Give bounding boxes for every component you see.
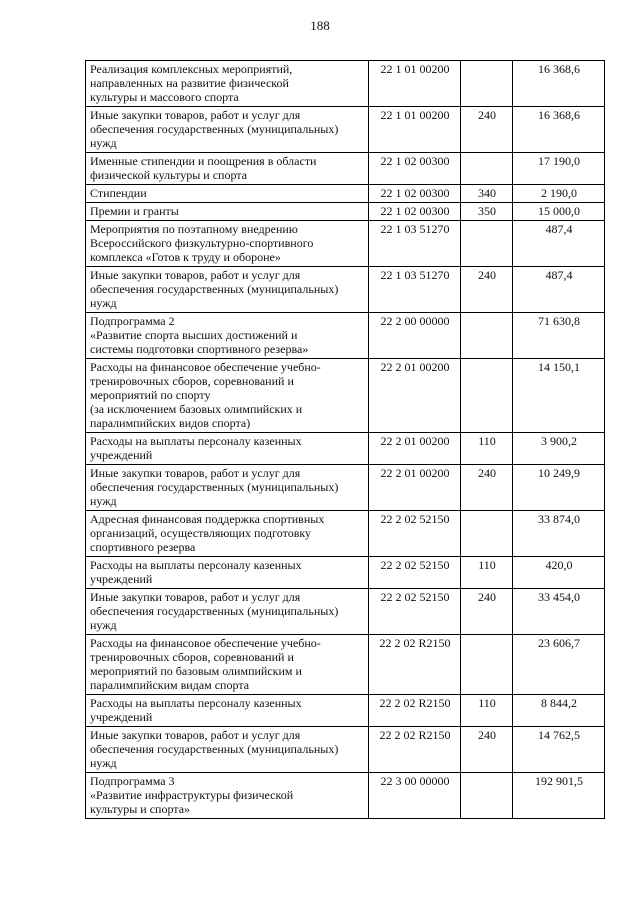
expense-name-line: обеспечения государственных (муниципальных) [90,282,339,296]
expense-name-cell [86,465,369,511]
expense-name-cell [86,107,369,153]
target-article-code-cell: 22 2 00 00000 [369,313,461,359]
expense-name-line: Стипендии [90,186,147,200]
target-article-code-cell: 22 1 01 00200 [369,61,461,107]
amount-cell: 23 606,7 [513,635,605,695]
expense-name-line: культуры и массового спорта [90,90,239,104]
expense-name-line: тренировочных сборов, соревнований и [90,374,294,388]
expense-type-cell: 350 [461,203,513,221]
expense-name-line: системы подготовки спортивного резерва» [90,342,309,356]
amount-cell: 16 368,6 [513,107,605,153]
expense-name-cell [86,61,369,107]
amount-cell: 33 874,0 [513,511,605,557]
target-article-code-cell: 22 2 02 52150 [369,511,461,557]
table-row [86,557,605,589]
amount-cell: 10 249,9 [513,465,605,511]
expense-type-cell: 240 [461,267,513,313]
expense-name-cell [86,695,369,727]
expense-name-line: нужд [90,494,117,508]
expense-type-cell: 240 [461,727,513,773]
expense-name-cell [86,589,369,635]
expense-name-line: обеспечения государственных (муниципальных) [90,742,339,756]
table-row [86,313,605,359]
expense-type-cell: 110 [461,433,513,465]
expense-name-cell [86,203,369,221]
target-article-code-cell: 22 1 02 00300 [369,185,461,203]
expense-name-line: Расходы на выплаты персоналу казенных [90,558,302,572]
target-article-code-cell: 22 1 02 00300 [369,153,461,185]
expense-type-cell [461,313,513,359]
amount-cell: 14 150,1 [513,359,605,433]
target-article-code-cell: 22 2 02 R2150 [369,727,461,773]
expense-type-cell: 240 [461,465,513,511]
table-row [86,589,605,635]
table-row [86,465,605,511]
expense-name-line: учреждений [90,448,153,462]
expense-type-cell: 110 [461,557,513,589]
target-article-code-cell: 22 3 00 00000 [369,773,461,819]
expense-name-cell [86,511,369,557]
expense-name-cell [86,185,369,203]
expense-name-line: «Развитие инфраструктуры физической [90,788,294,802]
expense-name-line: культуры и спорта» [90,802,191,816]
budget-table [85,60,605,819]
table-row [86,433,605,465]
expense-type-cell [461,511,513,557]
expense-name-line: мероприятий по спорту [90,388,211,402]
expense-type-cell [461,153,513,185]
expense-name-line: нужд [90,618,117,632]
expense-name-line: Премии и гранты [90,204,179,218]
expense-name-cell [86,557,369,589]
expense-name-line: Адресная финансовая поддержка спортивных [90,512,325,526]
expense-name-line: учреждений [90,572,153,586]
target-article-code-cell: 22 1 03 51270 [369,267,461,313]
table-row [86,695,605,727]
expense-type-cell: 340 [461,185,513,203]
amount-cell: 16 368,6 [513,61,605,107]
expense-name-line: обеспечения государственных (муниципальных) [90,480,339,494]
target-article-code-cell: 22 1 03 51270 [369,221,461,267]
expense-name-line: паралимпийских видов спорта) [90,416,251,430]
expense-name-line: Расходы на финансовое обеспечение учебно- [90,360,321,374]
expense-name-line: организаций, осуществляющих подготовку [90,526,312,540]
expense-name-cell [86,153,369,185]
target-article-code-cell: 22 1 02 00300 [369,203,461,221]
expense-name-line: Иные закупки товаров, работ и услуг для [90,728,301,742]
amount-cell: 192 901,5 [513,773,605,819]
target-article-code-cell: 22 1 01 00200 [369,107,461,153]
expense-name-line: Иные закупки товаров, работ и услуг для [90,590,301,604]
expense-type-cell [461,61,513,107]
amount-cell: 15 000,0 [513,203,605,221]
amount-cell: 487,4 [513,221,605,267]
table-row [86,185,605,203]
table-row [86,61,605,107]
table-row [86,107,605,153]
expense-name-line: Иные закупки товаров, работ и услуг для [90,268,301,282]
amount-cell: 420,0 [513,557,605,589]
target-article-code-cell: 22 2 01 00200 [369,433,461,465]
expense-name-line: обеспечения государственных (муниципальных) [90,122,339,136]
table-row [86,203,605,221]
expense-type-cell [461,773,513,819]
amount-cell: 3 900,2 [513,433,605,465]
expense-name-line: направленных на развитие физической [90,76,289,90]
expense-name-cell [86,359,369,433]
expense-name-line: Подпрограмма 3 [90,774,175,788]
expense-name-cell [86,433,369,465]
expense-name-line: Всероссийского физкультурно-спортивного [90,236,314,250]
table-row [86,267,605,313]
expense-name-line: тренировочных сборов, соревнований и [90,650,294,664]
table-row [86,221,605,267]
expense-name-cell [86,773,369,819]
expense-name-line: спортивного резерва [90,540,196,554]
expense-name-line: Расходы на выплаты персоналу казенных [90,434,302,448]
page-number: 188 [310,18,330,33]
expense-name-line: Подпрограмма 2 [90,314,175,328]
expense-name-cell [86,221,369,267]
amount-cell: 33 454,0 [513,589,605,635]
expense-name-line: Расходы на финансовое обеспечение учебно- [90,636,321,650]
expense-name-line: комплекса «Готов к труду и обороне» [90,250,281,264]
expense-name-line: Иные закупки товаров, работ и услуг для [90,466,301,480]
expense-name-line: (за исключением базовых олимпийских и [90,402,303,416]
expense-name-line: Реализация комплексных мероприятий, [90,62,293,76]
budget-table-body [86,61,605,819]
amount-cell: 487,4 [513,267,605,313]
expense-name-line: нужд [90,136,117,150]
expense-type-cell: 240 [461,589,513,635]
expense-type-cell: 240 [461,107,513,153]
table-row [86,511,605,557]
expense-name-line: Иные закупки товаров, работ и услуг для [90,108,301,122]
target-article-code-cell: 22 2 01 00200 [369,359,461,433]
target-article-code-cell: 22 2 02 R2150 [369,695,461,727]
amount-cell: 14 762,5 [513,727,605,773]
table-row [86,727,605,773]
expense-type-cell [461,221,513,267]
target-article-code-cell: 22 2 02 R2150 [369,635,461,695]
target-article-code-cell: 22 2 02 52150 [369,589,461,635]
expense-name-cell [86,267,369,313]
table-row [86,773,605,819]
expense-name-cell [86,313,369,359]
table-row [86,359,605,433]
expense-name-line: Мероприятия по поэтапному внедрению [90,222,298,236]
expense-name-line: мероприятий по базовым олимпийским и [90,664,302,678]
expense-name-line: учреждений [90,710,153,724]
expense-name-line: паралимпийским видам спорта [90,678,250,692]
expense-name-cell [86,727,369,773]
amount-cell: 71 630,8 [513,313,605,359]
expense-name-line: Именные стипендии и поощрения в области [90,154,317,168]
target-article-code-cell: 22 2 01 00200 [369,465,461,511]
amount-cell: 17 190,0 [513,153,605,185]
expense-type-cell [461,359,513,433]
amount-cell: 8 844,2 [513,695,605,727]
expense-name-line: нужд [90,756,117,770]
expense-name-line: обеспечения государственных (муниципальных) [90,604,339,618]
expense-type-cell: 110 [461,695,513,727]
expense-name-line: «Развитие спорта высших достижений и [90,328,298,342]
table-row [86,153,605,185]
expense-name-line: нужд [90,296,117,310]
amount-cell: 2 190,0 [513,185,605,203]
target-article-code-cell: 22 2 02 52150 [369,557,461,589]
expense-name-cell [86,635,369,695]
expense-name-line: Расходы на выплаты персоналу казенных [90,696,302,710]
expense-name-line: физической культуры и спорта [90,168,248,182]
expense-type-cell [461,635,513,695]
table-row [86,635,605,695]
